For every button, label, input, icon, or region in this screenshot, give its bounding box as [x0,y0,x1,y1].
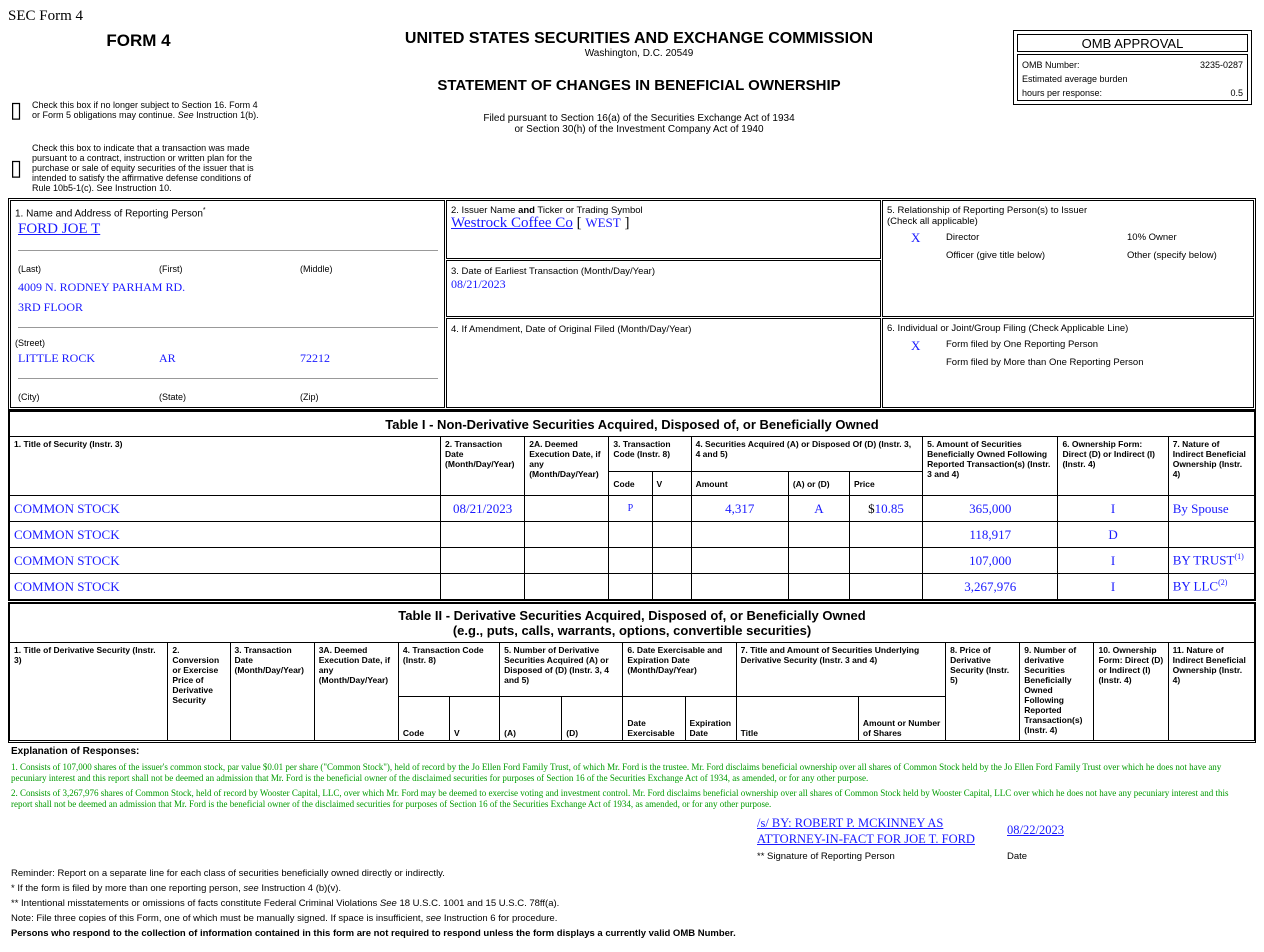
issuer-name-link[interactable]: Westrock Coffee Co [451,215,573,231]
omb-burden-label: Estimated average burden [1022,74,1128,84]
t1-subheader-code: Code [609,472,652,496]
t2-header-underlying: 7. Title and Amount of Securities Underlying Derivative Security (Instr. 3 and 4) [736,643,945,697]
table2-title-line2: (e.g., puts, calls, warrants, options, convertible securities) [452,623,812,638]
row-amount [691,522,788,548]
t1-header-securities: 4. Securities Acquired (A) or Disposed Of (D) (Instr. 3, 4 and 5) [691,437,923,472]
t1-header-owned: 5. Amount of Securities Beneficially Owned Following Reported Transaction(s) (Instr. 3 and 4) [923,437,1058,496]
omb-note: Persons who respond to the collection of information contained in this form are not required to respond unless the form displays a currently valid OMB Number. [11,928,736,939]
footnote-ref-1[interactable]: (1) [1234,552,1244,562]
signature-line1: /s/ BY: ROBERT P. MCKINNEY AS [757,816,944,830]
t1-header-date: 2. Transaction Date (Month/Day/Year) [441,437,525,496]
rule10b5-line2: pursuant to a contract, instruction or written plan for the [32,153,253,163]
row-form: I [1058,548,1168,574]
t2-subheader-title: Title [736,697,858,741]
section16-see: See [177,110,194,120]
row-code: P [609,496,652,522]
t2-header-date: 3. Transaction Date (Month/Day/Year) [230,643,314,741]
table-row [10,548,1255,574]
price-sign: $ [868,500,875,516]
row-nature [1168,548,1254,574]
more-persons-label: Form filed by More than One Reporting Person [946,357,1144,368]
omb-hours-label: hours per response: [1022,88,1103,98]
ten-percent-label: 10% Owner [1127,232,1177,243]
row-form: I [1058,496,1168,522]
row-ad [788,522,849,548]
rule10b5-line4: intended to satisfy the affirmative defense conditions of [32,173,251,183]
amendment-section [446,318,881,408]
row-deemed [525,548,609,574]
table-row [10,496,1255,522]
row-form: I [1058,574,1168,600]
divider [18,378,438,379]
table2-title [10,604,1255,643]
section16-text-line1: Check this box if no longer subject to Section 16. Form 4 [32,100,258,110]
sec-form-label: SEC Form 4 [8,8,84,24]
zip-value: 72212 [300,351,330,365]
issuer-ticker: WEST [585,215,621,230]
t2-subheader-exercisable: Date Exercisable [623,697,685,741]
row-nature [1168,522,1254,548]
row-deemed [525,496,609,522]
t2-header-price: 8. Price of Derivative Security (Instr. 5) [946,643,1020,741]
footnote-2: 2. Consists of 3,267,976 shares of Common Stock, held of record by Wooster Capital, LLC, over which Mr. Ford may be deemed to exercise voting and investment control. Mr. Ford disclaims beneficial ownership over all shares of Common Stock held by Wooster Capital, LLC over which he does not have any pecuniary interest and this report shall not be deemed an admission that Mr. Ford is the beneficial owner of the disclaimed securities for purposes of Section 16 of the Securities Exchange Act of 1934, as amended, or for any other purpose. [11,788,1229,809]
table2 [9,603,1255,741]
row-date: 08/21/2023 [441,496,525,522]
t1-subheader-ad: (A) or (D) [788,472,849,496]
signature-date[interactable]: 08/22/2023 [1007,823,1064,837]
row-v [652,574,691,600]
officer-label: Officer (give title below) [946,250,1046,261]
footnote-1: 1. Consists of 107,000 shares of the issuer's common stock, par value $0.01 per share ("Common Stock"), held of record by the Jo Ellen Ford Family Trust, of which Mr. Ford is the trustee. Mr. Ford disclaims beneficial ownership over all shares of Common Stock held by the Jo Ellen Ford Family Trust over which he does not have any pecuniary interest and this report shall not be deemed an admission that Mr. Ford is the beneficial owner of the disclaimed securities for purposes of Section 16 of the Securities Exchange Act of 1934, as amended, or for any other purpose. [11,762,1222,783]
price-value: 10.85 [874,500,904,516]
row-code [609,548,652,574]
omb-approval-box [1013,30,1252,105]
explanation-title: Explanation of Responses: [11,746,140,757]
earliest-transaction-date: 08/21/2023 [451,277,506,291]
rule10b5-line1: Check this box to indicate that a transaction was made [32,143,250,153]
reporting-person-name[interactable]: FORD JOE T [18,221,101,237]
row-date [441,522,525,548]
row-nature: By Spouse [1168,496,1254,522]
t2-header-code: 4. Transaction Code (Instr. 8) [398,643,499,697]
signature[interactable] [757,815,975,847]
reporting-person-section [10,200,445,408]
t1-header-form: 6. Ownership Form: Direct (D) or Indirect (I) (Instr. 4) [1058,437,1168,496]
issuer-section [446,200,881,259]
date-label: Date [1007,851,1028,862]
signature-line2: ATTORNEY-IN-FACT FOR JOE T. FORD [757,832,975,846]
zip-label: (Zip) [300,392,319,402]
row-ad [788,548,849,574]
t2-header-title: 1. Title of Derivative Security (Instr. 3) [10,643,168,741]
row-v [652,548,691,574]
director-label: Director [946,232,980,243]
row-owned: 118,917 [923,522,1058,548]
rule10b5-checkbox[interactable]: ▯ [10,155,23,180]
row-price [849,496,922,522]
statement-title: STATEMENT OF CHANGES IN BENEFICIAL OWNERSHIP [437,77,841,94]
row-owned: 365,000 [923,496,1058,522]
t2-subheader-code: Code [398,697,449,741]
relationship-label [887,205,1087,227]
row-deemed [525,574,609,600]
t2-subheader-v: V [450,697,500,741]
section16-text-line2 [32,110,272,120]
relationship-sublabel: (Check all applicable) [887,216,978,227]
row-title: COMMON STOCK [10,522,441,548]
state-value: AR [159,351,176,365]
footer-notes [11,866,1251,941]
nature-text: BY TRUST [1172,552,1235,568]
t2-header-owned: 9. Number of derivative Securities Beneficially Owned Following Reported Transaction(s) (Instr. 4) [1020,643,1094,741]
section16-text-a: or Form 5 obligations may continue. [32,110,176,120]
section16-text [32,100,272,120]
street-line-2: 3RD FLOOR [18,300,84,314]
first-label: (First) [159,264,183,274]
street-line-1: 4009 N. RODNEY PARHAM RD. [18,280,186,294]
divider [18,327,438,328]
row-date [441,574,525,600]
t1-subheader-amount: Amount [691,472,788,496]
t1-header-title: 1. Title of Security (Instr. 3) [10,437,441,496]
t2-header-conversion: 2. Conversion or Exercise Price of Derivative Security [168,643,230,741]
nature-text: BY LLC [1172,578,1219,594]
row-price [849,574,922,600]
earliest-transaction-section [446,260,881,317]
row-ad [788,574,849,600]
street-label: (Street) [15,338,46,348]
row-price [849,522,922,548]
omb-title: OMB APPROVAL [1017,34,1248,52]
omb-number-value: 3235-0287 [1199,60,1243,70]
rule10b5-text [32,143,272,193]
issuer-name-line: Westrock Coffee Co [ WEST ] [451,215,630,231]
row-title: COMMON STOCK [10,548,441,574]
t1-header-deemed: 2A. Deemed Execution Date, if any (Month/Day/Year) [525,437,609,496]
table1 [9,411,1255,600]
footnote-ref-2[interactable]: (2) [1218,578,1228,588]
asterisk: * [202,207,206,214]
t1-subheader-v: V [652,472,691,496]
row-owned: 107,000 [923,548,1058,574]
state-label: (State) [159,392,187,402]
t2-header-nature: 11. Nature of Indirect Beneficial Ownership (Instr. 4) [1168,643,1254,741]
filed-pursuant [380,113,898,135]
table1-title: Table I - Non-Derivative Securities Acquired, Disposed of, or Beneficially Owned [10,412,1255,437]
reminder-note: Reminder: Report on a separate line for each class of securities beneficially owned directly or indirectly. [11,868,445,879]
city-value: LITTLE ROCK [18,351,95,365]
earliest-transaction-label: 3. Date of Earliest Transaction (Month/Day/Year) [451,266,655,277]
relationship-label-main: 5. Relationship of Reporting Person(s) to Issuer [887,205,1088,216]
note-multiple-persons: * If the form is filed by more than one reporting person, see Instruction 4 (b)(v). [11,883,342,894]
director-mark[interactable]: X [911,230,921,245]
section16-text-b: Instruction 1(b). [196,110,259,120]
table-row [10,522,1255,548]
reporting-person-label: 1. Name and Address of Reporting Person* [15,207,206,220]
row-owned: 3,267,976 [923,574,1058,600]
amendment-label: 4. If Amendment, Date of Original Filed (Month/Day/Year) [451,324,692,335]
t2-subheader-expiration: Expiration Date [685,697,736,741]
row-v [652,522,691,548]
table-row [10,574,1255,600]
filed-line-2: or Section 30(h) of the Investment Company Act of 1940 [514,124,764,135]
note-copies: Note: File three copies of this Form, one of which must be manually signed. If space is insufficient, see Instruction 6 for procedure. [11,913,558,924]
row-amount [691,574,788,600]
omb-hours-value: 0.5 [1230,88,1243,98]
row-code [609,574,652,600]
row-amount: 4,317 [691,496,788,522]
row-title: COMMON STOCK [10,496,441,522]
t2-header-number: 5. Number of Derivative Securities Acquired (A) or Disposed of (D) (Instr. 3, 4 and 5) [500,643,623,697]
one-person-mark[interactable]: X [911,338,921,353]
t2-subheader-amount: Amount or Number of Shares [858,697,945,741]
omb-details [1017,54,1248,101]
t1-header-nature: 7. Nature of Indirect Beneficial Ownership (Instr. 4) [1168,437,1254,496]
row-price [849,548,922,574]
other-label: Other (specify below) [1127,250,1217,261]
t1-subheader-price: Price [849,472,922,496]
relationship-section [882,200,1254,317]
form-title: FORM 4 [106,31,171,50]
row-form: D [1058,522,1168,548]
divider [18,250,438,251]
one-person-label: Form filed by One Reporting Person [946,339,1099,350]
row-amount [691,548,788,574]
city-label: (City) [18,392,40,402]
filed-line-1: Filed pursuant to Section 16(a) of the Securities Exchange Act of 1934 [483,113,795,124]
table2-title-line1: Table II - Derivative Securities Acquired, Disposed of, or Beneficially Owned [398,608,866,623]
t2-subheader-a: (A) [500,697,562,741]
last-label: (Last) [18,264,42,274]
issuer-label: 2. Issuer Name and Ticker or Trading Symbol [451,205,643,216]
signature-label: ** Signature of Reporting Person [757,851,895,862]
agency-title: UNITED STATES SECURITIES AND EXCHANGE COMMISSION [404,30,874,47]
row-deemed [525,522,609,548]
row-nature [1168,574,1254,600]
row-code [609,522,652,548]
t2-subheader-d: (D) [562,697,623,741]
omb-number-label: OMB Number: [1022,60,1080,70]
row-date [441,548,525,574]
row-v [652,496,691,522]
rule10b5-line5: Rule 10b5-1(c). See Instruction 10. [32,183,172,193]
filing-label: 6. Individual or Joint/Group Filing (Check Applicable Line) [887,323,1129,334]
t2-header-deemed: 3A. Deemed Execution Date, if any (Month/Day/Year) [314,643,398,741]
filing-section [882,318,1254,408]
middle-label: (Middle) [300,264,333,274]
rule10b5-line3: purchase or sale of equity securities of the issuer that is [32,163,254,173]
note-misstatements: ** Intentional misstatements or omissions of facts constitute Federal Criminal Violations See 18 U.S.C. 1001 and 15 U.S.C. 78ff(a). [11,898,560,909]
row-title: COMMON STOCK [10,574,441,600]
t2-header-exercisable: 6. Date Exercisable and Expiration Date (Month/Day/Year) [623,643,736,697]
t1-header-code: 3. Transaction Code (Instr. 8) [609,437,691,472]
row-ad: A [788,496,849,522]
agency-location: Washington, D.C. 20549 [584,48,694,59]
t2-header-form: 10. Ownership Form: Direct (D) or Indirect (I) (Instr. 4) [1094,643,1168,741]
section16-checkbox[interactable]: ▯ [10,97,23,122]
